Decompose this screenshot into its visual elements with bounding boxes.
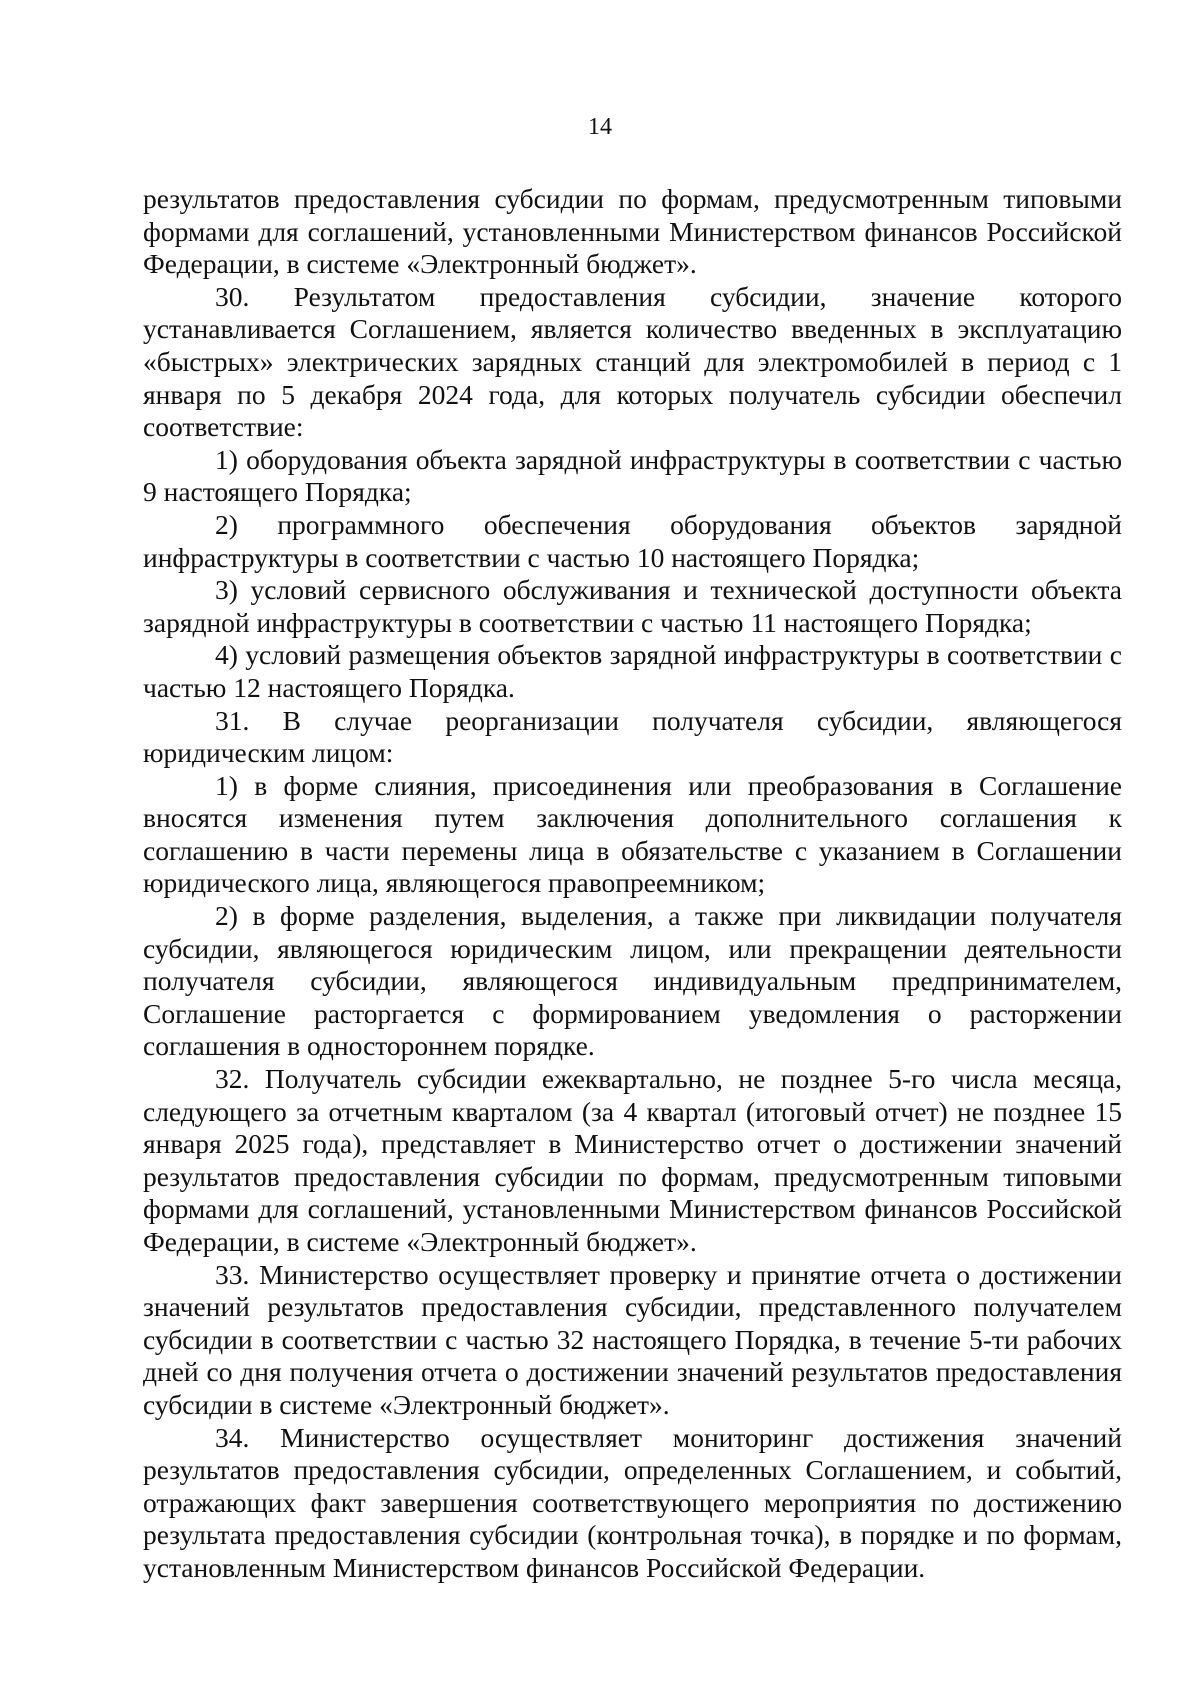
paragraph-30-item-2: 2) программного обеспечения оборудования объектов зарядной инфраструктуры в соответствии с частью 10 настоящего Порядка;	[143, 508, 1122, 573]
paragraph-33: 33. Министерство осуществляет проверку и принятие отчета о достижении значений результатов предоставления субсидии, представленного получателем субсидии в соответствии с частью 32 настоящего Порядка, в течение 5-ти рабочих дней со дня получения отчета о достижении значений результатов предоставления субсидии в системе «Электронный бюджет».	[143, 1258, 1122, 1420]
paragraph-continuation: результатов предоставления субсидии по формам, предусмотренным типовыми формами для соглашений, установленными Министерством финансов Российской Федерации, в системе «Электронный бюджет».	[143, 183, 1122, 280]
document-body	[143, 183, 1122, 1585]
paragraph-30-item-4: 4) условий размещения объектов зарядной инфраструктуры в соответствии с частью 12 настоящего Порядка.	[143, 639, 1122, 703]
paragraph-32: 32. Получатель субсидии ежеквартально, не позднее 5-го числа месяца, следующего за отчетным кварталом (за 4 квартал (итоговый отчет) не позднее 15 января 2025 года), представляет в Министерство отчет о достижении значений результатов предоставления субсидии по формам, предусмотренным типовыми формами для соглашений, установленными Министерством финансов Российской Федерации, в системе «Электронный бюджет».	[143, 1063, 1122, 1257]
paragraph-30-item-3: 3) условий сервисного обслуживания и технической доступности объекта зарядной инфраструктуры в соответствии с частью 11 настоящего Порядка;	[143, 574, 1122, 638]
paragraph-34: 34. Министерство осуществляет мониторинг достижения значений результатов предоставления субсидии, определенных Соглашением, и событий, отражающих факт завершения соответствующего мероприятия по достижению результата предоставления субсидии (контрольная точка), в порядке и по формам, установленным Министерством финансов Российской Федерации.	[143, 1421, 1122, 1583]
paragraph-31: 31. В случае реорганизации получателя субсидии, являющегося юридическим лицом:	[143, 704, 1122, 769]
paragraph-31-item-1: 1) в форме слияния, присоединения или преобразования в Соглашение вносятся изменения путем заключения дополнительного соглашения к соглашению в части перемены лица в обязательстве с указанием в Соглашении юридического лица, являющегося правопреемником;	[143, 769, 1122, 899]
paragraph-31-item-2: 2) в форме разделения, выделения, а также при ликвидации получателя субсидии, являющегося юридическим лицом, или прекращении деятельности получателя субсидии, являющегося индивидуальным предпринимателем, Соглашение расторгается с формированием уведомления о расторжении соглашения в одностороннем порядке.	[143, 900, 1122, 1062]
paragraph-30-item-1: 1) оборудования объекта зарядной инфраструктуры в соответствии с частью 9 настоящего Порядка;	[143, 443, 1122, 508]
paragraph-30: 30. Результатом предоставления субсидии, значение которого устанавливается Соглашением, является количество введенных в эксплуатацию «быстрых» электрических зарядных станций для электромобилей в период с 1 января по 5 декабря 2024 года, для которых получатель субсидии обеспечил соответствие:	[143, 280, 1122, 443]
page-number: 14	[588, 114, 612, 140]
